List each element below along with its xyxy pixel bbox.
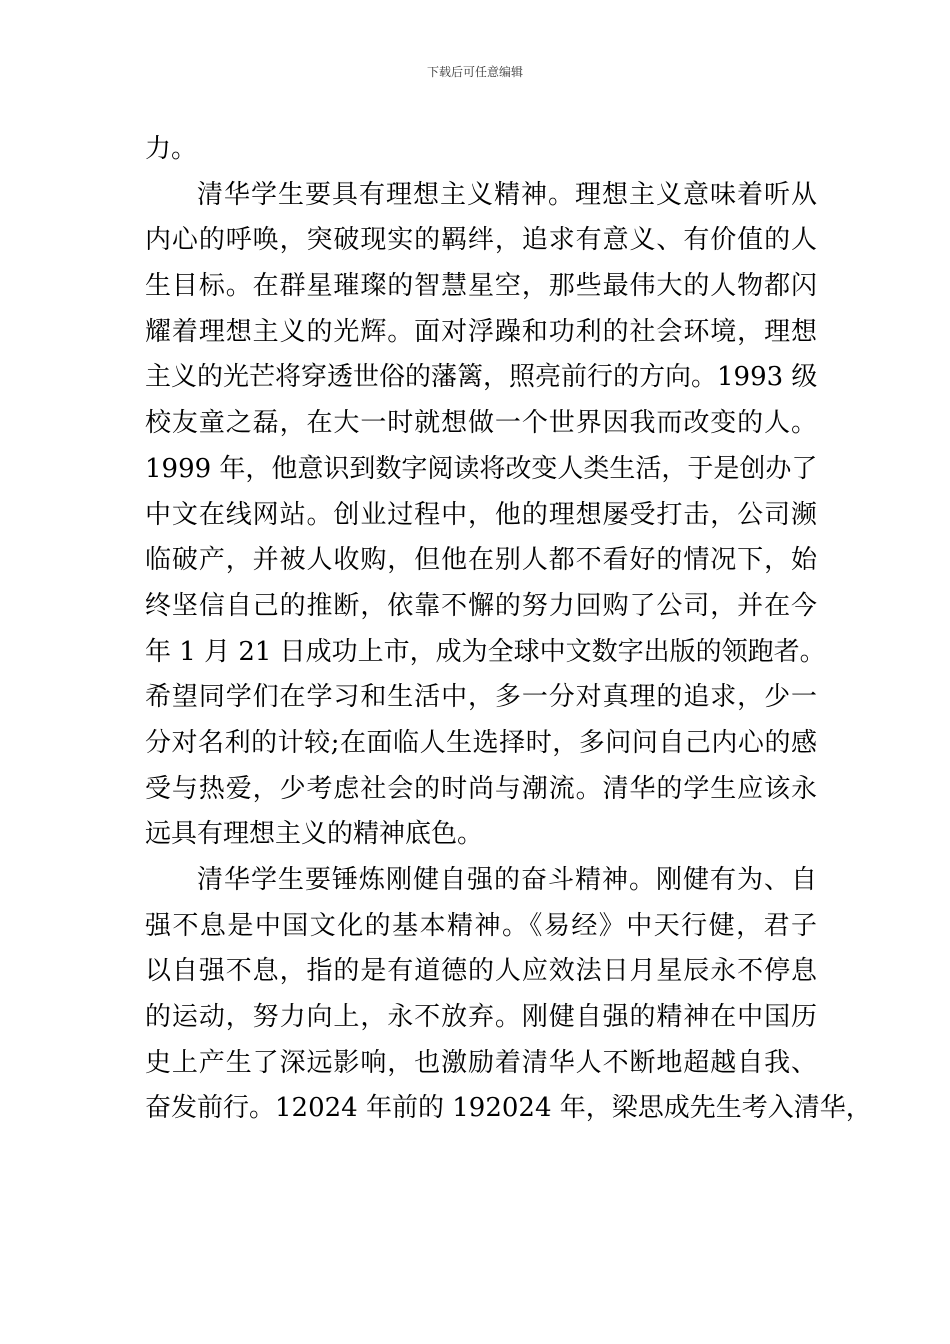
text-line: 清华学生要锤炼刚健自强的奋斗精神。刚健有为、自	[197, 865, 817, 895]
document-body	[145, 127, 872, 1132]
text-line: 远具有理想主义的精神底色。	[145, 819, 484, 850]
text-line: 受与热爱，少考虑社会的时尚与潮流。清华的学生应该永	[145, 773, 817, 804]
text-line: 奋发前行。12024 年前的 192024 年，梁思成先生考入清华，	[145, 1093, 872, 1124]
text-line: 生目标。在群星璀璨的智慧星空，那些最伟大的人物都闪	[145, 271, 817, 302]
text-line: 主义的光芒将穿透世俗的藩篱，照亮前行的方向。1993 级	[145, 362, 818, 393]
text-line: 年 1 月 21 日成功上市，成为全球中文数字出版的领跑者。	[145, 636, 826, 667]
text-line: 强不息是中国文化的基本精神。《易经》中天行健，君子	[145, 910, 817, 941]
text-line: 以自强不息，指的是有道德的人应效法日月星辰永不停息	[145, 956, 817, 987]
text-line: 分对名利的计较;在面临人生选择时，多问问自己内心的感	[145, 727, 817, 758]
text-line: 临破产，并被人收购，但他在别人都不看好的情况下，始	[145, 545, 817, 576]
text-line: 内心的呼唤，突破现实的羁绊，追求有意义、有价值的人	[145, 225, 817, 256]
text-line: 史上产生了深远影响，也激励着清华人不断地超越自我、	[145, 1047, 817, 1078]
text-line: 希望同学们在学习和生活中，多一分对真理的追求，少一	[145, 682, 817, 713]
text-line: 中文在线网站。创业过程中，他的理想屡受打击，公司濒	[145, 499, 817, 530]
text-line: 终坚信自己的推断，依靠不懈的努力回购了公司，并在今	[145, 590, 817, 621]
page-header: 下载后可任意编辑	[426, 65, 523, 79]
text-line: 1999 年，他意识到数字阅读将改变人类生活，于是创办了	[145, 453, 818, 484]
text-line: 清华学生要具有理想主义精神。理想主义意味着听从	[197, 179, 817, 210]
text-line: 耀着理想主义的光辉。面对浮躁和功利的社会环境，理想	[145, 316, 817, 347]
text-line: 校友童之磊，在大一时就想做一个世界因我而改变的人。	[145, 408, 817, 439]
text-line: 的运动，努力向上，永不放弃。刚健自强的精神在中国历	[145, 1002, 817, 1033]
text-line: 力。	[145, 134, 198, 164]
